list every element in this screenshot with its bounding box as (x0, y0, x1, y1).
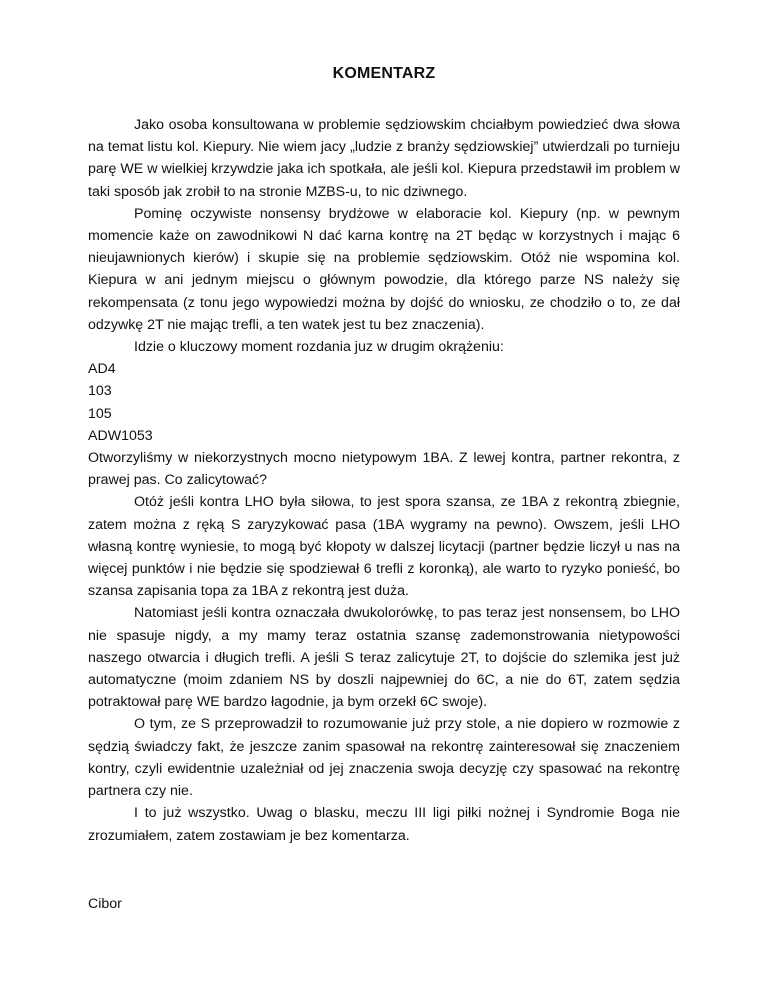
paragraph-2: Pominę oczywiste nonsensy brydżowe w elaboracie kol. Kiepury (np. w pewnym momencie każe on zawodnikowi N dać karna kontrę na 2T będąc w korzystnych i mając 6 nieujawnionych kierów) i skupie się na problemie sędziowskim. Otóż nie wspomina kol. Kiepura w ani jednym miejscu o głównym powodzie, dla którego parze NS należy się rekompensata (z tonu jego wypowiedzi można by dojść do wniosku, ze chodziło o to, ze dał odzywkę 2T nie mając trefli, a ten watek jest tu bez znaczenia). (88, 205, 680, 333)
paragraph-8: I to już wszystko. Uwag o blasku, meczu III ligi piłki nożnej i Syndromie Boga nie zrozumiałem, zatem zostawiam je bez komentarza. (88, 805, 680, 844)
paragraph-3: Idzie o kluczowy moment rozdania juz w drugim okrążeniu: (134, 339, 504, 356)
paragraph-7: O tym, ze S przeprowadził to rozumowanie już przy stole, a nie dopiero w rozmowie z sędzią świadczy fakt, że jeszcze zanim spasował na rekontrę zainteresował się znaczeniem kontry, czyli ewidentnie uzależniał od jej znaczenia swoja decyzję czy spasować na rekontrę partnera czy nie. (88, 716, 680, 800)
document-body (88, 114, 680, 847)
paragraph-5: Otóż jeśli kontra LHO była siłowa, to jest spora szansa, ze 1BA z rekontrą zbiegnie, zatem można z ręką S zaryzykować pasa (1BA wygramy na pewno). Owszem, jeśli LHO własną kontrę wyniesie, to mogą być kłopoty w dalszej licytacji (partner będzie liczył u nas na więcej punktów i nie będzie się spodziewał 6 trefli z koronką), ale warto to ryzyko ponieść, bo szansa zapisania topa za 1BA z rekontrą jest duża. (88, 494, 680, 600)
paragraph-6: Natomiast jeśli kontra oznaczała dwukolorówkę, to pas teraz jest nonsensem, bo LHO nie spasuje nigdy, a my mamy teraz ostatnia szansę zademonstrowania nietypowości naszego otwarcia i długich trefli. A jeśli S teraz zalicytuje 2T, to dojście do szlemika jest już automatyczne (moim zdaniem NS by doszli najpewniej do 6C, a nie do 6T, zatem sędzia potraktował parę WE bardzo łagodnie, ja bym orzekł 6C swoje). (88, 605, 680, 711)
hand-clubs: ADW1053 (88, 427, 153, 444)
page-title: KOMENTARZ (332, 65, 436, 82)
paragraph-1: Jako osoba konsultowana w problemie sędziowskim chciałbym powiedzieć dwa słowa na temat listu kol. Kiepury. Nie wiem jacy „ludzie z branży sędziowskiej” utwierdzali po turnieju parę WE w wielkiej krzywdzie jaka ich spotkała, ale jeśli kol. Kiepura przedstawił im problem w taki sposób jak zrobił to na stronie MZBS-u, to nic dziwnego. (88, 117, 680, 200)
paragraph-4: Otworzyliśmy w niekorzystnych mocno nietypowym 1BA. Z lewej kontra, partner rekontra, z prawej pas. Co zalicytować? (88, 450, 680, 489)
hand-spades: AD4 (88, 361, 116, 378)
hand-hearts: 103 (88, 383, 112, 400)
bridge-hand (88, 358, 680, 447)
hand-diamonds: 105 (88, 405, 112, 422)
author-signature: Cibor (88, 895, 122, 912)
